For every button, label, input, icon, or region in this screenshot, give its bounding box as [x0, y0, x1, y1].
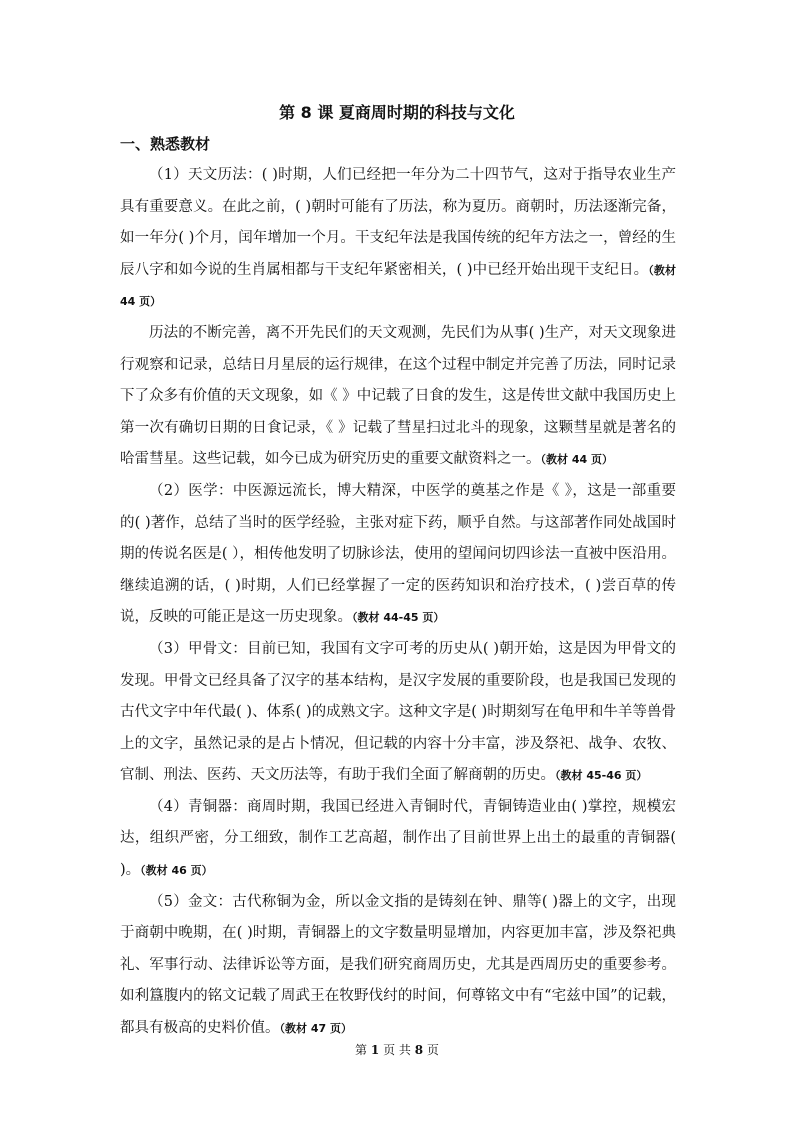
footer-middle: 页 共 [383, 1043, 411, 1057]
section-heading: 一、熟悉教材 [120, 135, 211, 153]
paragraph-bronze-inscriptions [120, 887, 676, 1045]
textbook-reference: （教材 46 页） [140, 864, 213, 878]
paragraph-text: （1）天文历法：( )时期，人们已经把一年分为二十四节气，这对于指导农业生产具有重要意义。在此之前，( )朝时可能有了历法，称为夏历。商朝时，历法逐渐完备，如一年分( )个月，闰年增加一个月。干支纪年法是我国传统的纪年方法之一，曾经的生辰八字和如今说的生肖属相都与干支纪年紧密相关，( )中已经开始出现干支纪日。 [120, 167, 676, 278]
textbook-reference: （教材 44 页） [120, 263, 677, 309]
textbook-reference: （教材 47 页） [279, 1022, 352, 1036]
lesson-title: 第 8 课 夏商周时期的科技与文化 [279, 103, 515, 122]
paragraph-text: （3）甲骨文：目前已知，我国有文字可考的历史从( )朝开始，这是因为甲骨文的发现。甲骨文已经具备了汉字的基本结构，是汉字发展的重要阶段，也是我国已发现的古代文字中年代最( )、体系( )的成熟文字。这种文字是( )时期刻写在龟甲和牛羊等兽骨上的文字，虽然记录的是占卜情况，但记载的内容十分丰富，涉及祭祀、战争、农牧、官制、刑法、医药、天文历法等，有助于我们全面了解商朝的历史。 [120, 640, 676, 784]
document-body [120, 160, 676, 1045]
textbook-reference: （教材 45-46 页） [555, 769, 648, 783]
paragraph-calendar-observation [120, 318, 676, 476]
paragraph-text: （4）青铜器：商周时期，我国已经进入青铜时代，青铜铸造业由( )掌控，规模宏达，组织严密，分工细致，制作工艺高超，制作出了目前世界上出土的最重的青铜器( )。 [120, 798, 676, 879]
footer-prefix: 第 [355, 1043, 368, 1057]
paragraph-text: （2）医学：中医源远流长，博大精深，中医学的奠基之作是《 》，这是一部重要的( )著作，总结了当时的医学经验，主张对症下药，顺乎自然。与这部著作同处战国时期的传说名医是( ），相传他发明了切脉诊法，使用的望闻问切四诊法一直被中医沿用。继续追溯的话，( )时期，人们已经掌握了一定的医药知识和治疗技术，( )尝百草的传说，反映的可能正是这一历史现象。 [120, 482, 676, 626]
paragraph-text: （5）金文：古代称铜为金，所以金文指的是铸刻在钟、鼎等( )器上的文字，出现于商朝中晚期，在( )时期，青铜器上的文字数量明显增加，内容更加丰富，涉及祭祀典礼、军事行动、法律诉讼等方面，是我们研究商周历史，尤其是西周历史的重要参考。如利簋腹内的铭文记载了周武王在牧野伐纣的时间，何尊铭文中有“宅兹中国”的记载，都具有极高的史料价值。 [120, 893, 676, 1037]
footer-total-pages: 8 [414, 1043, 424, 1057]
textbook-reference: （教材 44 页） [540, 453, 613, 467]
paragraph-text: 历法的不断完善，离不开先民们的天文观测，先民们为从事( )生产，对天文现象进行观察和记录，总结日月星辰的运行规律，在这个过程中制定并完善了历法，同时记录下了众多有价值的天文现象，如《 》中记载了日食的发生，这是传世文献中我国历史上第一次有确切日期的日食记录，《 》记载了彗星扫过北斗的现象，这颗彗星就是著名的哈雷彗星。这些记载，如今已成为研究历史的重要文献资料之一。 [120, 324, 676, 468]
paragraph-astronomy [120, 160, 676, 318]
footer-suffix: 页 [426, 1043, 439, 1057]
paragraph-medicine [120, 476, 676, 634]
paragraph-bronze [120, 792, 676, 887]
paragraph-oracle-bone [120, 634, 676, 792]
textbook-reference: （教材 44-45 页） [352, 611, 445, 625]
footer-page-number: 1 [370, 1043, 380, 1057]
page-footer [0, 1042, 794, 1058]
